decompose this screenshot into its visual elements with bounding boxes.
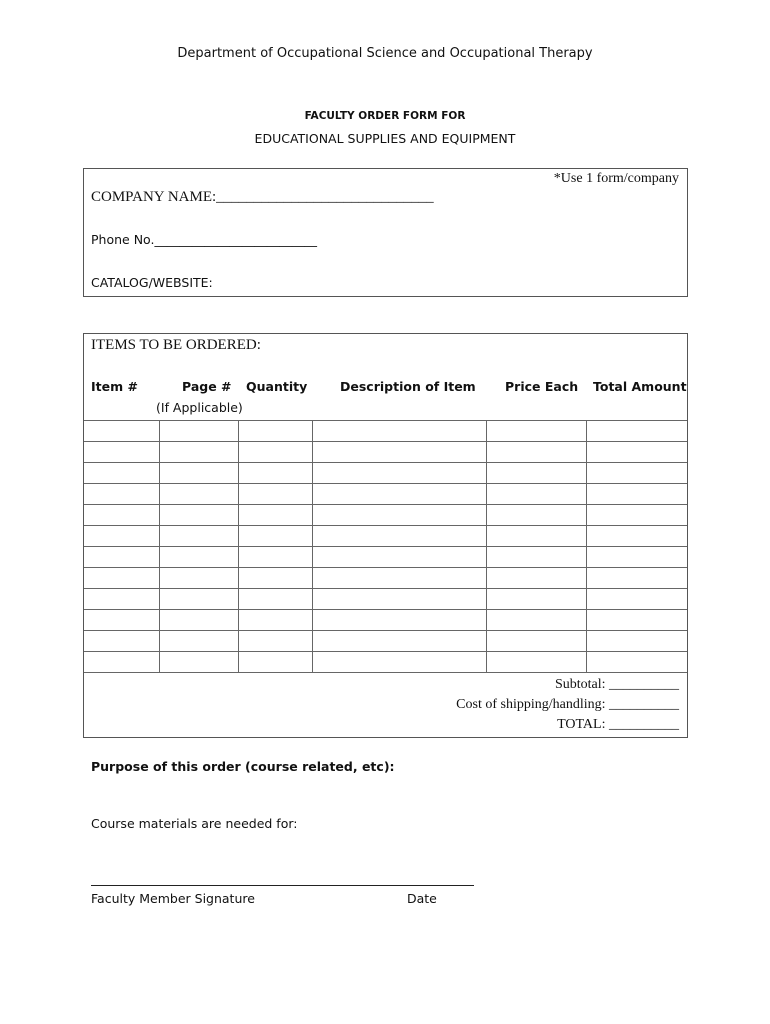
table-cell[interactable] bbox=[84, 421, 159, 442]
table-cell[interactable] bbox=[312, 610, 486, 631]
table-cell[interactable] bbox=[84, 484, 159, 505]
column-header-price: Price Each bbox=[505, 379, 579, 394]
table-cell[interactable] bbox=[159, 463, 238, 484]
table-row bbox=[84, 589, 687, 610]
table-cell[interactable] bbox=[84, 463, 159, 484]
table-cell[interactable] bbox=[238, 526, 312, 547]
subtotal-line[interactable]: Subtotal: __________ bbox=[554, 677, 679, 692]
date-label: Date bbox=[407, 891, 437, 906]
table-row bbox=[84, 547, 687, 568]
table-cell[interactable] bbox=[486, 631, 586, 652]
table-cell[interactable] bbox=[586, 568, 687, 589]
table-cell[interactable] bbox=[84, 568, 159, 589]
table-cell[interactable] bbox=[586, 484, 687, 505]
table-cell[interactable] bbox=[312, 547, 486, 568]
column-header-quantity: Quantity bbox=[246, 379, 308, 394]
table-cell[interactable] bbox=[312, 652, 486, 673]
table-cell[interactable] bbox=[486, 610, 586, 631]
table-cell[interactable] bbox=[159, 631, 238, 652]
table-cell[interactable] bbox=[486, 505, 586, 526]
table-cell[interactable] bbox=[486, 547, 586, 568]
form-subtitle: EDUCATIONAL SUPPLIES AND EQUIPMENT bbox=[254, 131, 516, 146]
signature-line[interactable] bbox=[91, 885, 474, 886]
table-row bbox=[84, 568, 687, 589]
table-cell[interactable] bbox=[486, 652, 586, 673]
table-cell[interactable] bbox=[486, 589, 586, 610]
table-cell[interactable] bbox=[238, 505, 312, 526]
table-cell[interactable] bbox=[586, 505, 687, 526]
column-header-total: Total Amount bbox=[593, 379, 687, 394]
table-cell[interactable] bbox=[486, 526, 586, 547]
table-row bbox=[84, 484, 687, 505]
table-cell[interactable] bbox=[238, 484, 312, 505]
table-row bbox=[84, 442, 687, 463]
company-info-box bbox=[83, 168, 688, 297]
table-cell[interactable] bbox=[159, 652, 238, 673]
table-row bbox=[84, 631, 687, 652]
purpose-label: Purpose of this order (course related, etc): bbox=[91, 759, 395, 774]
signature-label: Faculty Member Signature bbox=[91, 891, 255, 906]
table-row bbox=[84, 505, 687, 526]
use-one-form-note: *Use 1 form/company bbox=[553, 171, 679, 186]
table-cell[interactable] bbox=[586, 631, 687, 652]
department-name: Department of Occupational Science and Occupational Therapy bbox=[177, 46, 593, 61]
form-title: FACULTY ORDER FORM FOR bbox=[304, 110, 466, 122]
table-cell[interactable] bbox=[84, 652, 159, 673]
items-table bbox=[84, 420, 687, 673]
table-cell[interactable] bbox=[238, 631, 312, 652]
table-cell[interactable] bbox=[312, 421, 486, 442]
table-cell[interactable] bbox=[486, 421, 586, 442]
table-cell[interactable] bbox=[84, 610, 159, 631]
table-cell[interactable] bbox=[159, 442, 238, 463]
course-materials-label: Course materials are needed for: bbox=[91, 816, 298, 831]
table-cell[interactable] bbox=[486, 484, 586, 505]
table-cell[interactable] bbox=[159, 505, 238, 526]
table-cell[interactable] bbox=[238, 610, 312, 631]
column-header-page: Page # bbox=[182, 379, 232, 394]
table-cell[interactable] bbox=[486, 463, 586, 484]
table-cell[interactable] bbox=[238, 589, 312, 610]
table-cell[interactable] bbox=[159, 421, 238, 442]
table-cell[interactable] bbox=[159, 526, 238, 547]
table-cell[interactable] bbox=[84, 589, 159, 610]
table-cell[interactable] bbox=[84, 526, 159, 547]
table-row bbox=[84, 610, 687, 631]
table-cell[interactable] bbox=[312, 505, 486, 526]
table-cell[interactable] bbox=[238, 463, 312, 484]
table-cell[interactable] bbox=[238, 421, 312, 442]
table-cell[interactable] bbox=[586, 589, 687, 610]
table-cell[interactable] bbox=[159, 484, 238, 505]
table-row bbox=[84, 463, 687, 484]
table-cell[interactable] bbox=[84, 505, 159, 526]
table-cell[interactable] bbox=[312, 631, 486, 652]
column-header-page-note: (If Applicable) bbox=[156, 400, 243, 415]
table-cell[interactable] bbox=[312, 568, 486, 589]
table-cell[interactable] bbox=[84, 631, 159, 652]
table-row bbox=[84, 421, 687, 442]
table-cell[interactable] bbox=[586, 421, 687, 442]
items-order-box bbox=[83, 333, 688, 738]
table-cell[interactable] bbox=[159, 589, 238, 610]
table-cell[interactable] bbox=[486, 442, 586, 463]
table-cell[interactable] bbox=[238, 442, 312, 463]
phone-field[interactable]: Phone No.__________________________ bbox=[91, 232, 317, 247]
table-cell[interactable] bbox=[312, 463, 486, 484]
table-cell[interactable] bbox=[159, 610, 238, 631]
table-cell[interactable] bbox=[238, 568, 312, 589]
table-cell[interactable] bbox=[586, 610, 687, 631]
column-header-description: Description of Item bbox=[340, 379, 476, 394]
table-cell[interactable] bbox=[486, 568, 586, 589]
table-cell[interactable] bbox=[238, 652, 312, 673]
table-cell[interactable] bbox=[586, 526, 687, 547]
table-cell[interactable] bbox=[238, 547, 312, 568]
table-cell[interactable] bbox=[586, 547, 687, 568]
table-row bbox=[84, 652, 687, 673]
company-name-field[interactable]: COMPANY NAME:_____________________________ bbox=[91, 189, 434, 205]
table-cell[interactable] bbox=[312, 442, 486, 463]
table-row bbox=[84, 526, 687, 547]
catalog-website-field[interactable]: CATALOG/WEBSITE: bbox=[91, 275, 213, 290]
total-line[interactable]: TOTAL: __________ bbox=[557, 717, 679, 732]
column-header-item: Item # bbox=[91, 379, 138, 394]
table-cell[interactable] bbox=[84, 442, 159, 463]
table-cell[interactable] bbox=[312, 526, 486, 547]
table-cell[interactable] bbox=[586, 442, 687, 463]
items-heading: ITEMS TO BE ORDERED: bbox=[91, 337, 261, 353]
table-cell[interactable] bbox=[84, 547, 159, 568]
table-cell[interactable] bbox=[159, 547, 238, 568]
table-cell[interactable] bbox=[586, 652, 687, 673]
table-cell[interactable] bbox=[312, 484, 486, 505]
table-cell[interactable] bbox=[586, 463, 687, 484]
table-cell[interactable] bbox=[159, 568, 238, 589]
shipping-line[interactable]: Cost of shipping/handling: __________ bbox=[456, 697, 679, 712]
table-cell[interactable] bbox=[312, 589, 486, 610]
